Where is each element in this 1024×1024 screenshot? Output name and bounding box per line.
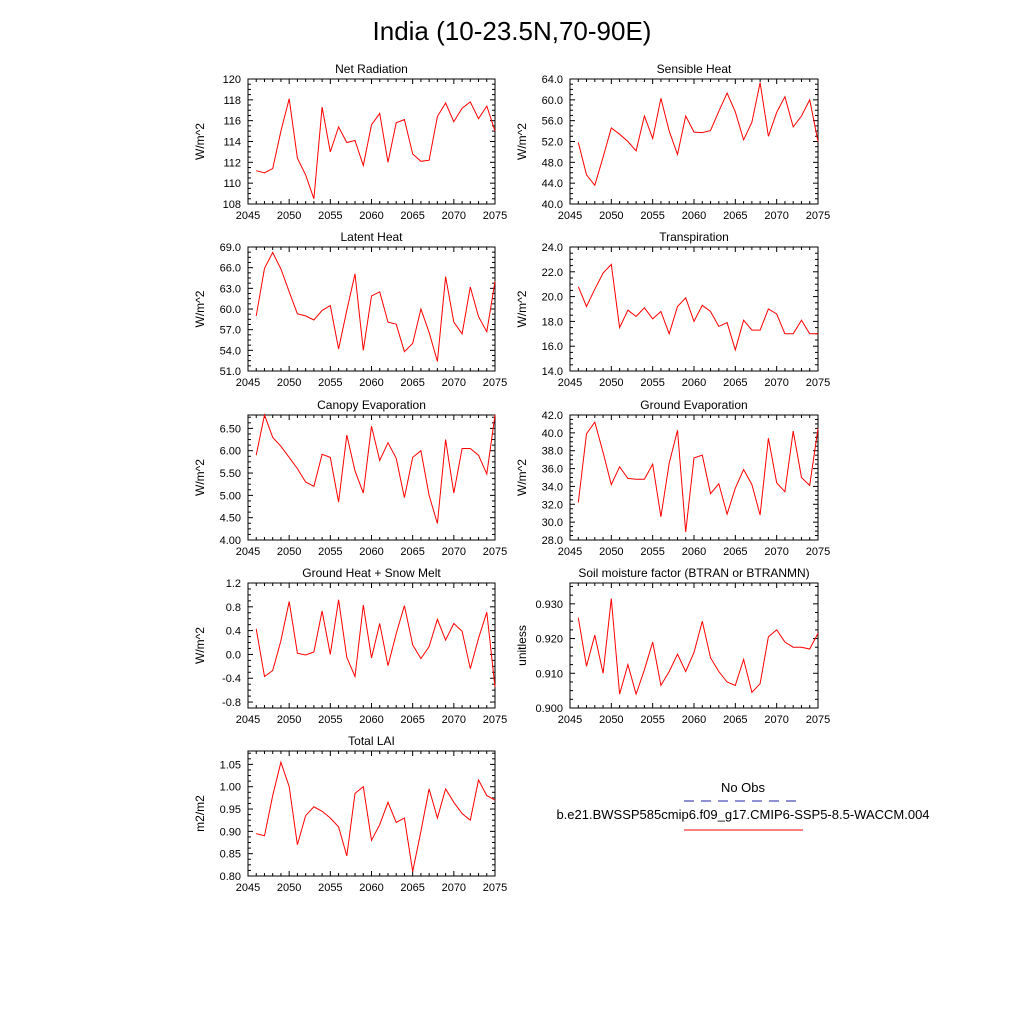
y-tick-label: 57.0 — [219, 324, 241, 337]
x-tick-label: 2055 — [318, 714, 343, 726]
panel-frame — [248, 415, 495, 540]
panel-2 — [515, 62, 830, 222]
y-tick-label: 0.900 — [535, 703, 563, 715]
y-tick-label: 120 — [222, 74, 241, 86]
y-tick-label: 22.0 — [541, 266, 563, 279]
y-tick-label: 0.0 — [225, 649, 241, 662]
x-tick-label: 2060 — [681, 210, 707, 222]
panel-4 — [515, 230, 830, 389]
y-tick-label: 4.50 — [219, 512, 241, 525]
legend-model-label: b.e21.BWSSP585cmip6.f09_g17.CMIP6-SSP5-8.5-WACCM.004 — [556, 807, 930, 822]
figure-title: India (10-23.5N,70-90E) — [372, 16, 652, 46]
y-tick-label: 63.0 — [219, 283, 241, 296]
x-tick-label: 2070 — [441, 210, 467, 222]
y-tick-label: 32.0 — [541, 499, 563, 512]
x-tick-label: 2055 — [640, 546, 665, 558]
x-tick-label: 2050 — [276, 210, 302, 222]
y-tick-label: 69.0 — [219, 242, 241, 254]
y-tick-label: 24.0 — [541, 242, 563, 254]
y-tick-label: 66.0 — [219, 262, 241, 275]
series-line — [578, 599, 818, 695]
series-line — [256, 415, 495, 524]
x-tick-label: 2060 — [681, 714, 707, 726]
y-tick-label: 0.8 — [225, 601, 241, 614]
panel-title: Canopy Evaporation — [317, 398, 426, 412]
x-tick-label: 2075 — [482, 714, 508, 726]
y-tick-label: 0.4 — [225, 625, 241, 638]
panel-7 — [193, 566, 507, 726]
x-tick-label: 2060 — [359, 210, 384, 222]
x-tick-label: 2070 — [764, 377, 789, 389]
panel-frame — [570, 583, 818, 708]
panel-title: Net Radiation — [335, 62, 408, 76]
y-tick-label: 0.920 — [535, 633, 563, 646]
x-tick-label: 2045 — [235, 714, 261, 726]
y-tick-label: 1.05 — [219, 759, 241, 772]
y-tick-label: 44.0 — [541, 178, 563, 191]
y-tick-label: 30.0 — [541, 517, 563, 530]
y-tick-label: 4.00 — [219, 535, 241, 547]
panel-ylabel: W/m^2 — [193, 459, 207, 496]
y-tick-label: 6.50 — [219, 423, 241, 436]
y-tick-label: -0.4 — [222, 673, 241, 686]
panel-5 — [193, 398, 507, 558]
y-tick-label: -0.8 — [222, 697, 241, 710]
x-tick-label: 2065 — [400, 377, 425, 389]
x-tick-label: 2060 — [681, 546, 707, 558]
y-tick-label: 114 — [223, 136, 241, 149]
y-tick-label: 52.0 — [541, 136, 563, 149]
x-tick-label: 2050 — [599, 377, 624, 389]
y-tick-label: 0.930 — [535, 598, 563, 611]
x-tick-label: 2065 — [400, 210, 425, 222]
legend — [556, 780, 929, 830]
y-tick-label: 28.0 — [541, 535, 563, 547]
y-tick-label: 40.0 — [541, 427, 563, 440]
y-tick-label: 34.0 — [541, 481, 563, 494]
x-tick-label: 2055 — [318, 210, 343, 222]
x-tick-label: 2055 — [640, 714, 665, 726]
x-tick-label: 2045 — [557, 210, 583, 222]
y-tick-label: 5.00 — [219, 490, 241, 503]
series-line — [578, 83, 818, 186]
panel-ylabel: W/m^2 — [193, 290, 207, 328]
panel-title: Ground Evaporation — [640, 398, 748, 412]
panel-frame — [570, 415, 818, 540]
panel-ylabel: W/m^2 — [193, 123, 207, 160]
x-tick-label: 2045 — [235, 882, 261, 894]
x-tick-label: 2055 — [640, 377, 665, 389]
y-tick-label: 60.0 — [541, 94, 563, 107]
x-tick-label: 2065 — [723, 377, 748, 389]
x-tick-label: 2075 — [482, 210, 508, 222]
panel-ylabel: W/m^2 — [515, 290, 529, 328]
y-tick-label: 38.0 — [541, 445, 563, 458]
y-tick-label: 0.85 — [219, 848, 241, 861]
y-tick-label: 56.0 — [541, 115, 563, 128]
series-line — [256, 600, 495, 688]
y-tick-label: 36.0 — [541, 463, 563, 476]
series-line — [256, 762, 495, 871]
panel-title: Transpiration — [659, 230, 729, 244]
panel-frame — [248, 247, 495, 371]
series-line — [256, 253, 495, 362]
x-tick-label: 2050 — [276, 714, 302, 726]
x-tick-label: 2055 — [318, 882, 343, 894]
series-line — [578, 264, 818, 350]
panel-8 — [515, 566, 830, 726]
x-tick-label: 2055 — [318, 377, 343, 389]
x-tick-label: 2055 — [318, 546, 343, 558]
panel-title: Sensible Heat — [656, 62, 732, 76]
x-tick-label: 2060 — [359, 714, 384, 726]
panels — [193, 62, 830, 894]
panel-ylabel: W/m^2 — [515, 123, 529, 160]
y-tick-label: 6.00 — [219, 445, 241, 458]
x-tick-label: 2075 — [482, 882, 508, 894]
x-tick-label: 2050 — [599, 546, 624, 558]
x-tick-label: 2075 — [805, 210, 831, 222]
y-tick-label: 18.0 — [541, 316, 563, 329]
x-tick-label: 2065 — [723, 210, 748, 222]
x-tick-label: 2075 — [805, 377, 831, 389]
x-tick-label: 2065 — [723, 714, 748, 726]
x-tick-label: 2045 — [557, 377, 583, 389]
series-line — [578, 422, 818, 532]
y-tick-label: 54.0 — [219, 345, 241, 358]
x-tick-label: 2075 — [482, 377, 508, 389]
x-tick-label: 2055 — [640, 210, 665, 222]
x-tick-label: 2060 — [359, 882, 384, 894]
x-tick-label: 2060 — [681, 377, 707, 389]
x-tick-label: 2050 — [276, 882, 302, 894]
y-tick-label: 16.0 — [541, 341, 563, 354]
y-tick-label: 0.95 — [219, 804, 241, 817]
y-tick-label: 108 — [222, 199, 241, 211]
x-tick-label: 2065 — [400, 546, 425, 558]
x-tick-label: 2065 — [400, 882, 425, 894]
panel-title: Soil moisture factor (BTRAN or BTRANMN) — [578, 566, 810, 580]
panel-frame — [248, 751, 495, 876]
panel-frame — [570, 247, 818, 371]
x-tick-label: 2075 — [805, 546, 831, 558]
x-tick-label: 2070 — [764, 714, 789, 726]
panel-1 — [193, 62, 507, 222]
panel-ylabel: m2/m2 — [193, 795, 207, 832]
x-tick-label: 2045 — [235, 546, 261, 558]
x-tick-label: 2060 — [359, 546, 384, 558]
x-tick-label: 2060 — [359, 377, 384, 389]
y-tick-label: 48.0 — [541, 157, 563, 170]
x-tick-label: 2050 — [276, 546, 302, 558]
panel-title: Total LAI — [348, 734, 395, 748]
y-tick-label: 40.0 — [541, 199, 563, 211]
x-tick-label: 2065 — [723, 546, 748, 558]
panel-frame — [248, 79, 495, 204]
y-tick-label: 0.90 — [219, 826, 241, 839]
y-tick-label: 60.0 — [219, 304, 241, 316]
y-tick-label: 110 — [223, 178, 241, 191]
x-tick-label: 2045 — [235, 377, 261, 389]
x-tick-label: 2070 — [441, 882, 467, 894]
y-tick-label: 1.2 — [225, 578, 241, 590]
x-tick-label: 2075 — [805, 714, 831, 726]
panel-ylabel: W/m^2 — [515, 459, 529, 496]
x-tick-label: 2045 — [557, 714, 583, 726]
y-tick-label: 0.80 — [219, 871, 241, 883]
series-line — [256, 99, 495, 199]
x-tick-label: 2075 — [482, 546, 508, 558]
panel-ylabel: W/m^2 — [193, 627, 207, 664]
x-tick-label: 2050 — [599, 714, 624, 726]
x-tick-label: 2045 — [235, 210, 261, 222]
x-tick-label: 2050 — [599, 210, 624, 222]
panel-9 — [193, 734, 507, 894]
y-tick-label: 0.910 — [535, 668, 563, 681]
y-tick-label: 42.0 — [541, 410, 563, 422]
x-tick-label: 2070 — [764, 210, 789, 222]
x-tick-label: 2070 — [441, 546, 467, 558]
x-tick-label: 2070 — [764, 546, 789, 558]
y-tick-label: 20.0 — [541, 291, 563, 304]
x-tick-label: 2070 — [441, 714, 467, 726]
y-tick-label: 112 — [223, 157, 241, 170]
panel-ylabel: unitless — [515, 625, 529, 666]
panel-title: Ground Heat + Snow Melt — [302, 566, 441, 580]
x-tick-label: 2045 — [557, 546, 583, 558]
y-tick-label: 5.50 — [219, 468, 241, 481]
y-tick-label: 118 — [223, 94, 241, 107]
x-tick-label: 2065 — [400, 714, 425, 726]
y-tick-label: 1.00 — [219, 781, 241, 794]
y-tick-label: 14.0 — [541, 366, 563, 378]
x-tick-label: 2070 — [441, 377, 467, 389]
panel-6 — [515, 398, 830, 558]
panel-title: Latent Heat — [340, 230, 403, 244]
y-tick-label: 116 — [223, 115, 241, 128]
y-tick-label: 51.0 — [219, 366, 241, 378]
x-tick-label: 2050 — [276, 377, 302, 389]
legend-obs-label: No Obs — [720, 780, 766, 795]
panel-frame — [248, 583, 495, 708]
y-tick-label: 64.0 — [541, 74, 563, 86]
panel-3 — [193, 230, 507, 389]
